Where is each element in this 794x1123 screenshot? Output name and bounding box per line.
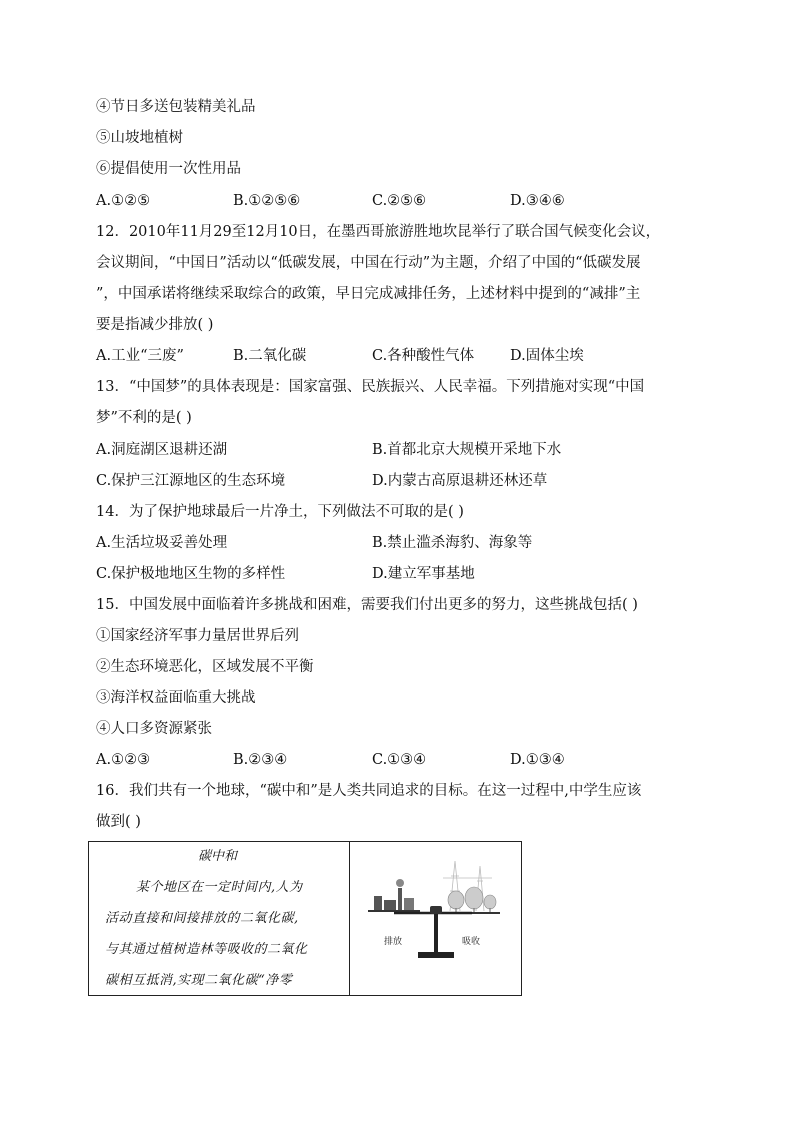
- option-d: D.内蒙古高原退耕还林还草: [372, 473, 548, 489]
- question-13-line: 13．“中国梦”的具体表现是：国家富强、民族振兴、人民幸福。下列措施对实现“中国: [96, 379, 645, 395]
- list-item: ⑤山坡地植树: [96, 130, 183, 146]
- definition-line: 与其通过植树造林等吸收的二氧化: [105, 942, 308, 957]
- option-d: D.①③④: [510, 752, 565, 768]
- emission-label: 排放: [384, 937, 403, 947]
- list-item: ⑥提倡使用一次性用品: [96, 161, 241, 177]
- question-15-line: 15．中国发展中面临着许多挑战和困难，需要我们付出更多的努力，这些挑战包括( ): [96, 597, 638, 613]
- question-12-line: ”，中国承诺将继续采取综合的政策，早日完成减排任务，上述材料中提到的“减排”主: [96, 286, 641, 302]
- option-b: B.二氧化碳: [233, 348, 307, 364]
- definition-line: 活动直接和间接排放的二氧化碳,: [105, 911, 299, 926]
- box-divider: [349, 841, 350, 996]
- carbon-balance-scale-illustration: [360, 856, 510, 966]
- option-c: C.①③④: [372, 752, 427, 768]
- list-item: ③海洋权益面临重大挑战: [96, 690, 256, 706]
- question-13-line: 梦”不利的是( ): [96, 410, 192, 426]
- question-16-line: 做到( ): [96, 814, 141, 830]
- question-12-line: 12．2010年11月29至12月10日，在墨西哥旅游胜地坎昆举行了联合国气候变化会议，: [96, 224, 661, 240]
- option-a: A.生活垃圾妥善处理: [96, 535, 228, 551]
- list-item: ④人口多资源紧张: [96, 721, 212, 737]
- question-16-line: 16．我们共有一个地球，“碳中和”是人类共同追求的目标。在这一过程中,中学生应该: [96, 783, 642, 799]
- option-b: B.首都北京大规模开采地下水: [372, 442, 562, 458]
- option-d: D.建立军事基地: [372, 566, 475, 582]
- option-c: C.保护极地地区生物的多样性: [96, 566, 286, 582]
- definition-title: 碳中和: [198, 849, 238, 864]
- option-a: A.①②⑤: [96, 193, 151, 209]
- question-12-line: 会议期间，“中国日”活动以“低碳发展，中国在行动”为主题，介绍了中国的“低碳发展: [96, 255, 641, 271]
- definition-line: 某个地区在一定时间内,人为: [136, 880, 303, 895]
- option-a: A.①②③: [96, 752, 151, 768]
- list-item: ①国家经济军事力量居世界后列: [96, 628, 299, 644]
- option-b: B.①②⑤⑥: [233, 193, 301, 209]
- definition-line: 碳相互抵消,实现二氧化碳“净零: [105, 973, 293, 988]
- option-b: B.②③④: [233, 752, 288, 768]
- option-c: C.②⑤⑥: [372, 193, 427, 209]
- option-a: A.工业“三废”: [96, 348, 184, 364]
- list-item: ②生态环境恶化，区域发展不平衡: [96, 659, 314, 675]
- list-item: ④节日多送包装精美礼品: [96, 99, 256, 115]
- question-12-line: 要是指减少排放( ): [96, 317, 214, 333]
- option-d: D.③④⑥: [510, 193, 565, 209]
- option-a: A.洞庭湖区退耕还湖: [96, 442, 228, 458]
- absorption-label: 吸收: [462, 937, 481, 947]
- option-d: D.固体尘埃: [510, 348, 584, 364]
- option-c: C.保护三江源地区的生态环境: [96, 473, 286, 489]
- question-14-line: 14．为了保护地球最后一片净土，下列做法不可取的是( ): [96, 504, 464, 520]
- option-c: C.各种酸性气体: [372, 348, 475, 364]
- option-b: B.禁止滥杀海豹、海象等: [372, 535, 533, 551]
